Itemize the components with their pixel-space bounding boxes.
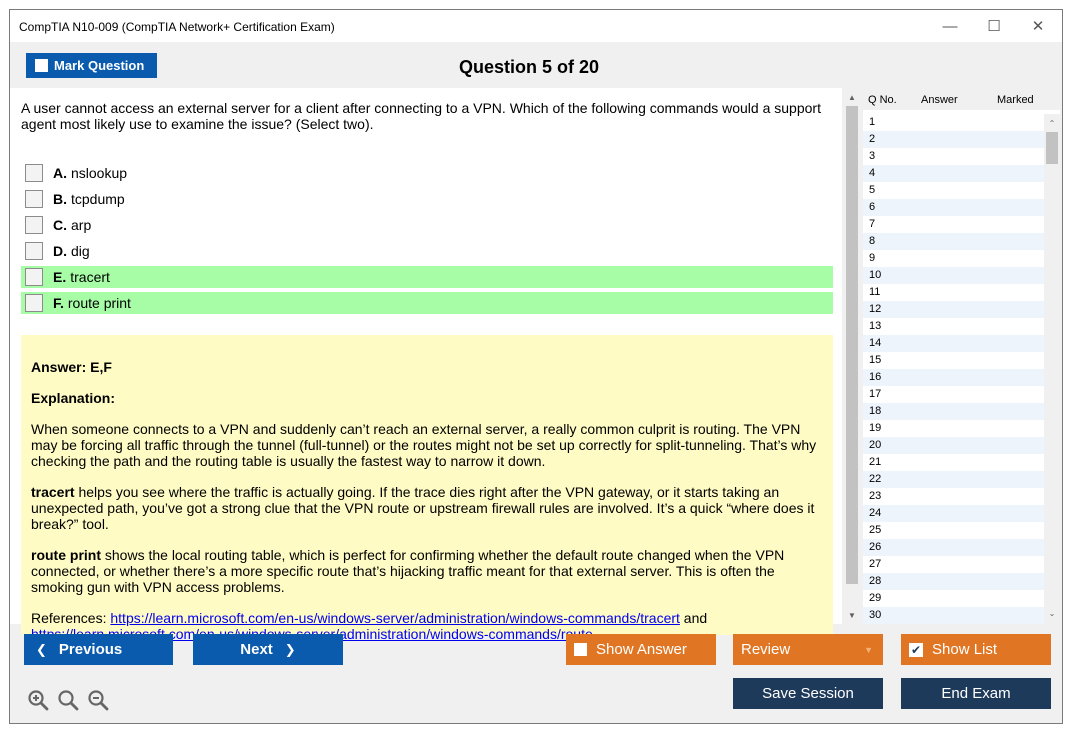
option-b-checkbox[interactable] [25, 190, 43, 208]
window-title: CompTIA N10-009 (CompTIA Network+ Certification Exam) [19, 20, 335, 34]
question-list-row[interactable]: 15 [869, 354, 882, 366]
question-list-row[interactable]: 5 [869, 184, 876, 196]
option-c[interactable] [21, 214, 833, 236]
question-list-row[interactable]: 27 [869, 558, 882, 570]
maximize-button[interactable]: ☐ [987, 18, 1001, 35]
explanation-paragraph [31, 547, 821, 595]
answer-explanation-box [21, 335, 833, 635]
option-f[interactable] [21, 292, 833, 314]
term-route-print: route print [31, 547, 101, 563]
tracert-description: helps you see where the traffic is actually going. If the trace dies right after the VPN gateway, or it starts taking an unexpected path, you’ve got a strong clue that the VPN route or upstream firewall rules are involved. It’s a quick “where does it break?” tool. [31, 484, 815, 532]
app-window [9, 9, 1063, 724]
chevron-left-icon: ❮ [36, 641, 47, 657]
option-text: dig [71, 243, 90, 259]
question-list-row[interactable]: 4 [863, 165, 1044, 182]
option-text: tcpdump [71, 191, 125, 207]
mark-question-label: Mark Question [54, 58, 145, 73]
explanation-paragraph [31, 484, 821, 532]
question-list-row[interactable]: 11 [869, 286, 881, 298]
scroll-up-icon[interactable]: ▲ [848, 92, 856, 102]
zoom-out-icon[interactable] [87, 689, 109, 711]
question-panel [10, 88, 842, 624]
question-header [10, 42, 1062, 88]
question-list-row[interactable]: 10 [863, 267, 1044, 284]
question-list-row[interactable]: 30 [863, 607, 1044, 624]
question-list-row[interactable]: 21 [869, 456, 882, 468]
review-label: Review [741, 641, 791, 658]
zoom-in-icon[interactable] [27, 689, 49, 711]
explanation-paragraph: When someone connects to a VPN and suddenly can’t reach an external server, a really common culprit is routing. The VPN may be forcing all traffic through the tunnel (full-tunnel) or the routes might not be set up correctly for split-tunneling. That’s why checking the path and the routing table is usually the fastest way to narrow it down. [31, 421, 817, 469]
question-list-row[interactable]: 14 [863, 335, 1044, 352]
references-and: and [679, 610, 708, 626]
scrollbar-thumb[interactable] [846, 106, 858, 584]
question-title: Question 5 of 20 [459, 57, 600, 77]
option-a[interactable] [21, 162, 833, 184]
question-list-row[interactable]: 13 [869, 320, 882, 332]
option-letter: B. [53, 191, 67, 207]
option-letter: D. [53, 243, 67, 259]
option-text: nslookup [71, 165, 128, 181]
next-label: Next [240, 641, 273, 658]
chevron-right-icon: ❯ [284, 641, 296, 657]
question-list-row[interactable]: 24 [863, 505, 1044, 522]
references-label: References: [31, 610, 111, 626]
reference-link-tracert[interactable]: https://learn.microsoft.com/en-us/windows-server/administration/windows-commands/tracert [110, 610, 680, 626]
checkmark-icon: ✔ [910, 642, 922, 657]
previous-button[interactable] [24, 634, 173, 665]
question-list-row[interactable]: 20 [863, 437, 1044, 454]
question-list-scrollbar[interactable] [1044, 114, 1060, 624]
option-letter: F. [53, 295, 64, 311]
option-text: route print [67, 295, 131, 311]
scroll-down-icon[interactable]: ▼ [848, 610, 856, 620]
question-list-row[interactable]: 19 [869, 422, 882, 434]
question-list-rows [863, 114, 1044, 624]
option-d-checkbox[interactable] [25, 242, 43, 260]
question-list-panel [863, 88, 1060, 624]
question-list-row[interactable]: 8 [863, 233, 1044, 250]
question-list-row[interactable]: 29 [869, 592, 882, 604]
show-answer-button[interactable] [566, 634, 716, 665]
question-list-row[interactable]: 23 [869, 490, 882, 502]
next-button[interactable] [193, 634, 343, 665]
answer-line: Answer: E,F [31, 359, 112, 375]
question-list-row[interactable]: 17 [869, 388, 882, 400]
close-button[interactable]: ✕ [1031, 18, 1045, 35]
question-list-row[interactable]: 18 [863, 403, 1044, 420]
question-list-row[interactable]: 7 [869, 218, 876, 230]
show-answer-checkbox-icon [574, 643, 587, 656]
content-scrollbar[interactable] [843, 88, 861, 624]
save-session-button[interactable] [733, 678, 883, 709]
question-list-row[interactable]: 9 [869, 252, 876, 264]
title-bar [10, 10, 1062, 42]
minimize-button[interactable]: — [942, 17, 958, 35]
question-list-row[interactable]: 16 [863, 369, 1044, 386]
option-d[interactable] [21, 240, 833, 262]
question-list-row[interactable]: 12 [863, 301, 1044, 318]
mark-checkbox-icon [35, 59, 48, 72]
option-text: arp [71, 217, 92, 233]
question-list-header [863, 88, 1060, 110]
option-letter: A. [53, 165, 67, 181]
question-list-row[interactable]: 25 [869, 524, 882, 536]
end-exam-button[interactable] [901, 678, 1051, 709]
answer-column-header[interactable]: Answer [921, 94, 958, 106]
list-scrollbar-thumb[interactable] [1046, 132, 1058, 164]
question-list-row[interactable]: 2 [863, 131, 1044, 148]
list-scroll-up-icon[interactable]: ⌃ [1048, 118, 1056, 128]
marked-column-header[interactable]: Marked [997, 94, 1034, 106]
option-b[interactable] [21, 188, 833, 210]
question-list-row[interactable]: 1 [869, 116, 876, 128]
zoom-reset-icon[interactable] [57, 689, 79, 711]
question-list-row[interactable]: 22 [863, 471, 1044, 488]
question-list-row[interactable]: 28 [863, 573, 1044, 590]
end-exam-label: End Exam [941, 685, 1011, 702]
show-list-button[interactable] [901, 634, 1051, 665]
dropdown-arrow-icon: ▼ [864, 644, 873, 655]
option-f-checkbox[interactable] [25, 294, 43, 312]
option-letter: E. [53, 269, 67, 285]
previous-label: Previous [58, 641, 123, 658]
option-c-checkbox[interactable] [25, 216, 43, 234]
question-list-row[interactable]: 6 [863, 199, 1044, 216]
option-e-checkbox[interactable] [25, 268, 43, 286]
route-print-description: shows the local routing table, which is perfect for confirming whether the default route changed when the VPN connected, or whether there’s a more specific route that’s hijacking traffic meant for that external server. This is often the smoking gun with VPN access problems. [31, 547, 785, 595]
review-dropdown[interactable] [733, 634, 883, 665]
question-text: A user cannot access an external server for a client after connecting to a VPN. Which of the following commands would a support agent most likely use to examine the issue? (Select two). [21, 100, 821, 132]
show-answer-label: Show Answer [596, 641, 687, 658]
show-list-label: Show List [932, 641, 998, 658]
question-list-row[interactable]: 3 [869, 150, 876, 162]
mark-question-button[interactable] [26, 53, 157, 78]
option-e[interactable] [21, 266, 833, 288]
option-a-checkbox[interactable] [25, 164, 43, 182]
option-text: tracert [70, 269, 110, 285]
question-list-row[interactable]: 26 [863, 539, 1044, 556]
explanation-title: Explanation: [31, 390, 116, 406]
list-scroll-down-icon[interactable]: ⌄ [1048, 608, 1056, 618]
term-tracert: tracert [31, 484, 75, 500]
save-session-label: Save Session [762, 685, 854, 702]
option-letter: C. [53, 217, 67, 233]
qno-column-header[interactable]: Q No. [868, 94, 897, 106]
